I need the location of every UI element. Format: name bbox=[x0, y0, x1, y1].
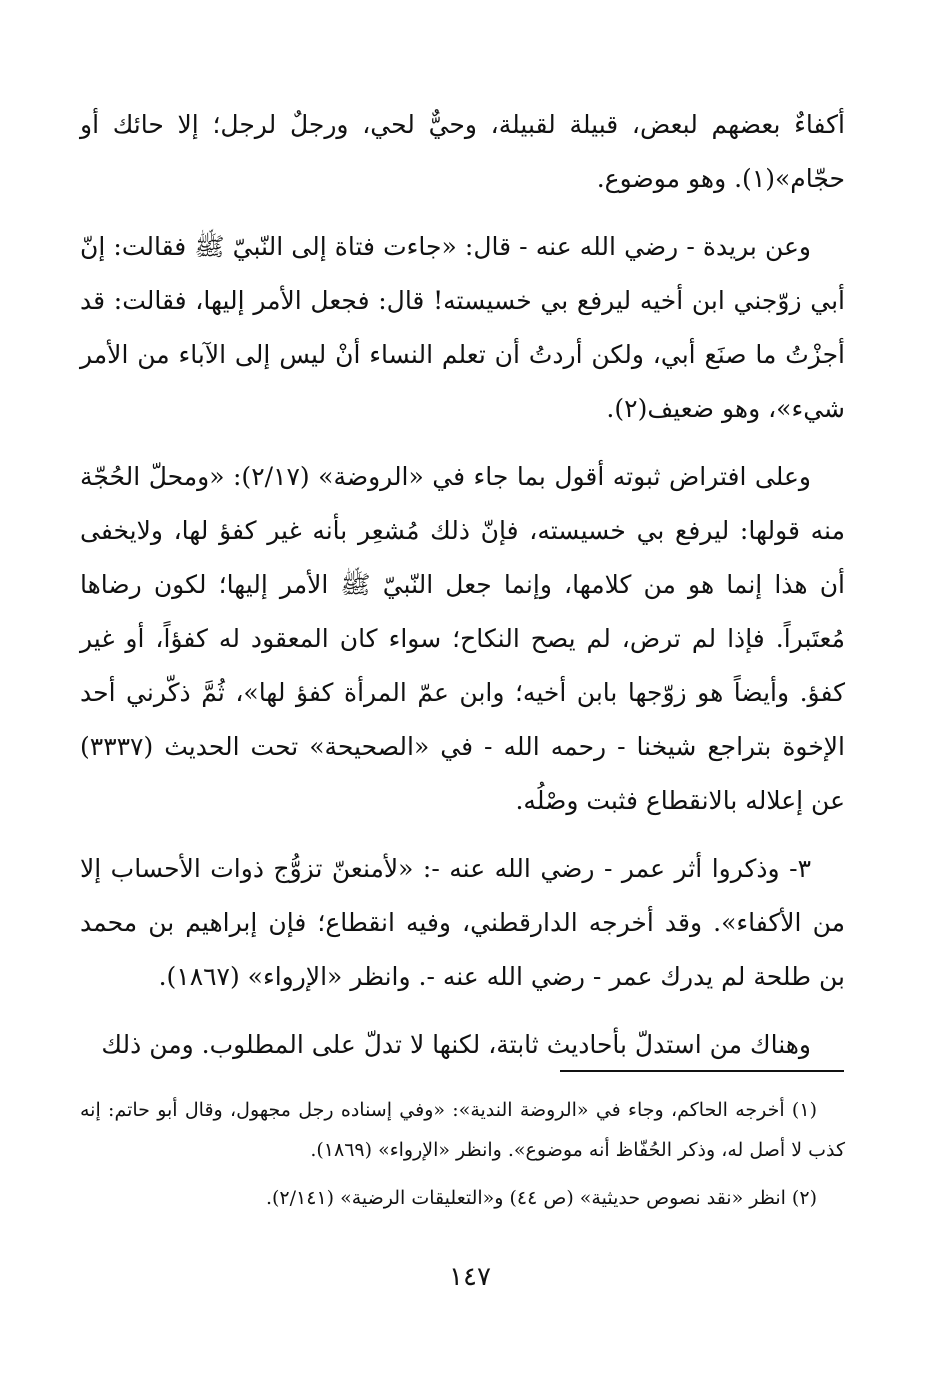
paragraph-4: ٣- وذكروا أثر عمر - رضي الله عنه -: «لأمنعنّ تزوُّج ذوات الأحساب إلا من الأكفاء». وقد أخرجه الدارقطني، وفيه انقطاع؛ فإن إبراهيم بن محمد بن طلحة لم يدرك عمر - رضي الله عنه -. وانظر «الإرواء» (١٨٦٧). bbox=[80, 854, 845, 991]
footnote-divider bbox=[560, 1070, 844, 1072]
paragraph-5: وهناك من استدلّ بأحاديث ثابتة، لكنها لا تدلّ على المطلوب. ومن ذلك bbox=[101, 1030, 811, 1059]
footnote-2: (٢) انظر «نقد نصوص حديثية» (ص ٤٤) و«التعليقات الرضية» (٢/١٤١). bbox=[265, 1187, 817, 1209]
footnotes bbox=[80, 1090, 845, 1226]
paragraph-3: وعلى افتراض ثبوته أقول بما جاء في «الروضة» (٢/١٧): «ومحلّ الحُجّة منه قولها: ليرفع بي خسيسته، فإنّ ذلك مُشعِر بأنه غير كفؤ لها، ولايخفى أن هذا إنما هو من كلامها، وإنما جعل النّبيّ ﷺ الأمر إليها؛ لكون رضاها مُعتَبراً. فإذا لم ترض، لم يصح النكاح؛ سواء كان المعقود له كفؤاً، أو غير كفؤ. وأيضاً هو زوّجها بابن أخيه؛ وابن عمّ المرأة كفؤ لها»، ثُمَّ ذكّرني أحد الإخوة بتراجع شيخنا - رحمه الله - في «الصحيحة» تحت الحديث (٣٣٣٧) عن إعلاله بالانقطاع فثبت وصْلُه. bbox=[80, 462, 845, 815]
footnote-1: (١) أخرجه الحاكم، وجاء في «الروضة الندية»: «وفي إسناده رجل مجهول، وقال أبو حاتم: إنه كذب لا أصل له، وذكر الحُفّاظ أنه موضوع». وانظر «الإرواء» (١٨٦٩). bbox=[80, 1099, 845, 1161]
paragraph-1: أكفاءٌ بعضهم لبعض، قبيلة لقبيلة، وحيٌّ لحي، ورجلٌ لرجل؛ إلا حائك أو حجّام»(١). وهو موضوع. bbox=[80, 110, 845, 193]
main-text bbox=[80, 98, 845, 1086]
page-number: ١٤٧ bbox=[449, 1262, 491, 1292]
paragraph-2: وعن بريدة - رضي الله عنه - قال: «جاءت فتاة إلى النّبيّ ﷺ فقالت: إنّ أبي زوّجني ابن أخيه ليرفع بي خسيسته! قال: فجعل الأمر إليها، فقالت: قد أجزْتُ ما صنَع أبي، ولكن أردتُ أن تعلم النساء أنْ ليس إلى الآباء من الأمر شيء»، وهو ضعيف(٢). bbox=[80, 232, 845, 423]
